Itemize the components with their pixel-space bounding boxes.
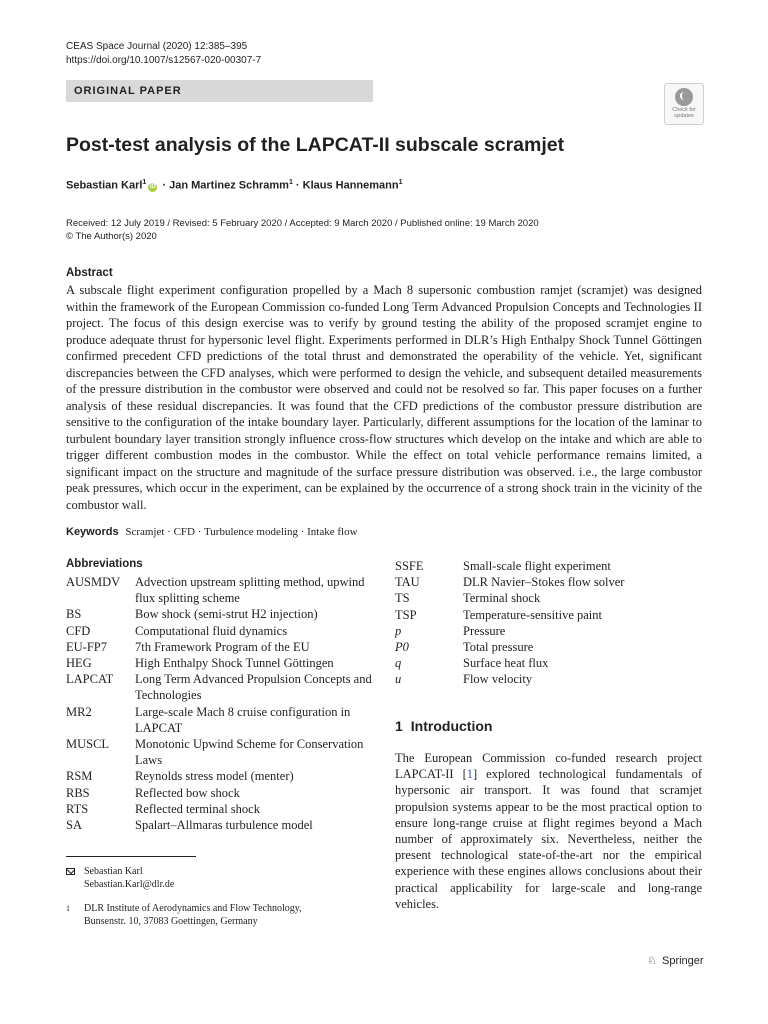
abbr-term: RSM	[66, 769, 93, 784]
abbr-definition: DLR Navier–Stokes flow solver	[463, 575, 625, 590]
orcid-icon[interactable]: iD	[149, 183, 156, 190]
abbr-definition: Reynolds stress model (menter)	[135, 769, 294, 784]
journal-citation: CEAS Space Journal (2020) 12:385–395	[66, 41, 248, 52]
history-line: Received: 12 July 2019 / Revised: 5 February 2020 / Accepted: 9 March 2020 / Published online: 19 March 2020	[66, 218, 539, 229]
section-heading-introduction	[395, 718, 492, 734]
abbreviation-row	[395, 590, 705, 606]
keywords	[66, 526, 358, 538]
abbr-term: LAPCAT	[66, 672, 114, 687]
abbreviation-row	[395, 558, 705, 574]
crossmark-icon	[675, 88, 693, 106]
abbr-term: AUSMDV	[66, 575, 121, 589]
journal-info	[66, 40, 261, 68]
abbr-term: P0	[395, 640, 409, 655]
abbr-definition: Temperature-sensitive paint	[463, 607, 603, 622]
intro-text-part: ] explored technological fundamentals of hypersonic air transport. It was found that scramjet propulsion systems appear to be the most practical option to ensure long-range cruise at flight regimes beyond a Mach number of approximately six. Nevertheless, neither the present technological state-of-the-art nor the empirical experience with these engines allows conclusions about their practical applicability for large-scale and long-range vehicles.	[395, 767, 703, 911]
publisher-name: Springer	[662, 955, 704, 967]
abbr-term: MUSCL	[66, 737, 110, 752]
abbr-term: MR2	[66, 704, 92, 719]
abbr-term: RBS	[66, 785, 90, 800]
abbreviation-row	[395, 574, 705, 590]
abbr-definition: Pressure	[463, 623, 506, 638]
abbreviation-row	[66, 801, 378, 817]
abbr-definition: Surface heat flux	[463, 656, 549, 671]
abbr-term: q	[395, 656, 402, 671]
corr-name: Sebastian Karl	[84, 866, 143, 877]
abbreviation-row	[66, 704, 378, 736]
abbreviation-row	[66, 817, 378, 833]
abbr-term: BS	[66, 607, 82, 622]
affiliation	[66, 903, 302, 928]
badge-label-2: updates	[674, 113, 694, 119]
abbr-definition: Advection upstream splitting method, upwind flux splitting scheme	[135, 575, 365, 606]
abbreviations-table-left	[66, 574, 378, 833]
author-affil-marker: 1	[142, 179, 147, 186]
footnote-divider	[66, 856, 196, 857]
abbr-definition: Computational fluid dynamics	[135, 623, 288, 638]
keywords-list: Scramjet · CFD · Turbulence modeling · Intake flow	[125, 526, 358, 538]
publisher-logo	[647, 954, 704, 967]
affiliation-line: Bunsenstr. 10, 37083 Goettingen, Germany	[84, 915, 258, 927]
abbr-definition: Bow shock (semi-strut H2 injection)	[135, 607, 318, 622]
abbr-term: RTS	[66, 801, 89, 816]
author-affil-marker: 1	[398, 179, 403, 186]
abbr-definition: Spalart–Allmaras turbulence model	[135, 818, 313, 833]
abbreviation-row	[395, 607, 705, 623]
abbr-definition: Flow velocity	[463, 672, 533, 687]
abbreviations-heading: Abbreviations	[66, 558, 143, 570]
abbreviation-row	[66, 639, 378, 655]
abbr-term: TAU	[395, 575, 420, 590]
keywords-label: Keywords	[66, 526, 119, 538]
abbreviation-row	[395, 671, 705, 687]
abbreviation-row	[66, 574, 378, 606]
author-separator: ·	[292, 179, 303, 192]
abbreviations-table-right	[395, 558, 705, 688]
abstract-text: A subscale flight experiment configuration propelled by a Mach 8 supersonic combustion ramjet (scramjet) was designed within the framework of the European Commission co-funded Long Term Advanced Propulsion Concepts and Technologies II project. The focus of this design exercise was to verify by ground testing the ability of the proposed scramjet engine to produce adequate thrust for hypersonic level flight. Experiments performed in DLR’s High Enthalpy Shock Tunnel Göttingen confirmed precedent CFD predictions of the total thrust and demonstrated the operability of the vehicle. Yet, significant discrepancies between the CFD analyses, which were performed to design the vehicle, and subsequent detailed measurements of the pressure distribution in the combustor were observed and could not be resolved so far. This paper focuses on a further analysis of these residual discrepancies. It was found that the CFD predictions of the combustor pressure distribution are sensitive to the configuration of the intake boundary layer. Particularly, different assumptions for the location of the laminar to turbulent boundary layer transition strongly influence cross-flow structures which develop on the intake and which are able to trigger different combustion modes in the combustor. While the effect on total vehicle performance remains limited, a significant impact on the structure and magnitude of the surface pressure distribution was observed. i.e., the large combustor peak pressures, which occur in the experiment, can be explained by the occurrence of a strong shock train in the vicinity of the combustor wall.	[66, 283, 702, 512]
abbreviation-row	[66, 623, 378, 639]
affiliation-number: 1	[66, 904, 70, 913]
author-separator: ·	[159, 179, 170, 192]
abbr-term: CFD	[66, 623, 91, 638]
intro-text-part: The European Commission co-funded research project LAPCAT-II [	[395, 751, 702, 782]
abbr-term: TSP	[395, 607, 417, 622]
abbr-definition: Reflected bow shock	[135, 785, 240, 800]
section-number: 1	[395, 718, 403, 734]
abbreviation-row	[395, 623, 705, 639]
abbr-definition: Total pressure	[463, 640, 534, 655]
abbr-definition: Monotonic Upwind Scheme for Conservation Laws	[135, 737, 364, 768]
abbr-term: u	[395, 672, 402, 687]
abbr-definition: Terminal shock	[463, 591, 541, 606]
abbreviation-row	[66, 671, 378, 703]
introduction-text	[395, 750, 702, 912]
abbr-definition: Large-scale Mach 8 cruise configuration in LAPCAT	[135, 704, 351, 735]
author-affil-marker: 1	[288, 179, 293, 186]
citation-link[interactable]: 1	[466, 767, 473, 782]
article-type-banner: ORIGINAL PAPER	[66, 80, 373, 102]
abbr-definition: Small-scale flight experiment	[463, 559, 611, 573]
abbr-term: HEG	[66, 656, 92, 671]
corr-email[interactable]: Sebastian.Karl@dlr.de	[84, 878, 175, 890]
affiliation-line: DLR Institute of Aerodynamics and Flow Technology,	[84, 903, 302, 914]
author-name[interactable]: Sebastian Karl	[66, 179, 143, 192]
abbr-definition: 7th Framework Program of the EU	[135, 639, 310, 654]
abstract-heading: Abstract	[66, 267, 113, 279]
publication-dates	[66, 217, 539, 243]
abbr-definition: Reflected terminal shock	[135, 801, 260, 816]
copyright-line: © The Author(s) 2020	[66, 231, 157, 242]
abbr-term: EU-FP7	[66, 639, 107, 654]
abbreviation-row	[66, 606, 378, 622]
abbreviation-row	[66, 736, 378, 768]
abbreviation-row	[66, 655, 378, 671]
author-list	[66, 179, 403, 192]
abbr-definition: Long Term Advanced Propulsion Concepts and Technologies	[135, 672, 372, 703]
abbr-term: SSFE	[395, 559, 424, 573]
springer-horse-icon: ♘	[647, 955, 657, 967]
abbreviation-row	[66, 768, 378, 784]
abbreviation-row	[395, 639, 705, 655]
author-name[interactable]: Klaus Hannemann	[302, 179, 399, 192]
abbr-definition: High Enthalpy Shock Tunnel Göttingen	[135, 656, 334, 671]
corresponding-author	[66, 866, 174, 891]
check-for-updates-badge[interactable]	[664, 83, 704, 125]
section-title: Introduction	[410, 718, 493, 734]
abbr-term: TS	[395, 591, 410, 606]
abbr-term: p	[395, 623, 402, 638]
abbr-term: SA	[66, 818, 82, 833]
doi-link[interactable]: https://doi.org/10.1007/s12567-020-00307-7	[66, 55, 262, 66]
abbreviation-row	[66, 785, 378, 801]
badge-label-1: Check for	[672, 107, 696, 113]
abbreviation-row	[395, 655, 705, 671]
author-name[interactable]: Jan Martinez Schramm	[169, 179, 289, 192]
envelope-icon	[66, 868, 75, 875]
paper-title: Post-test analysis of the LAPCAT-II subscale scramjet	[66, 134, 565, 156]
